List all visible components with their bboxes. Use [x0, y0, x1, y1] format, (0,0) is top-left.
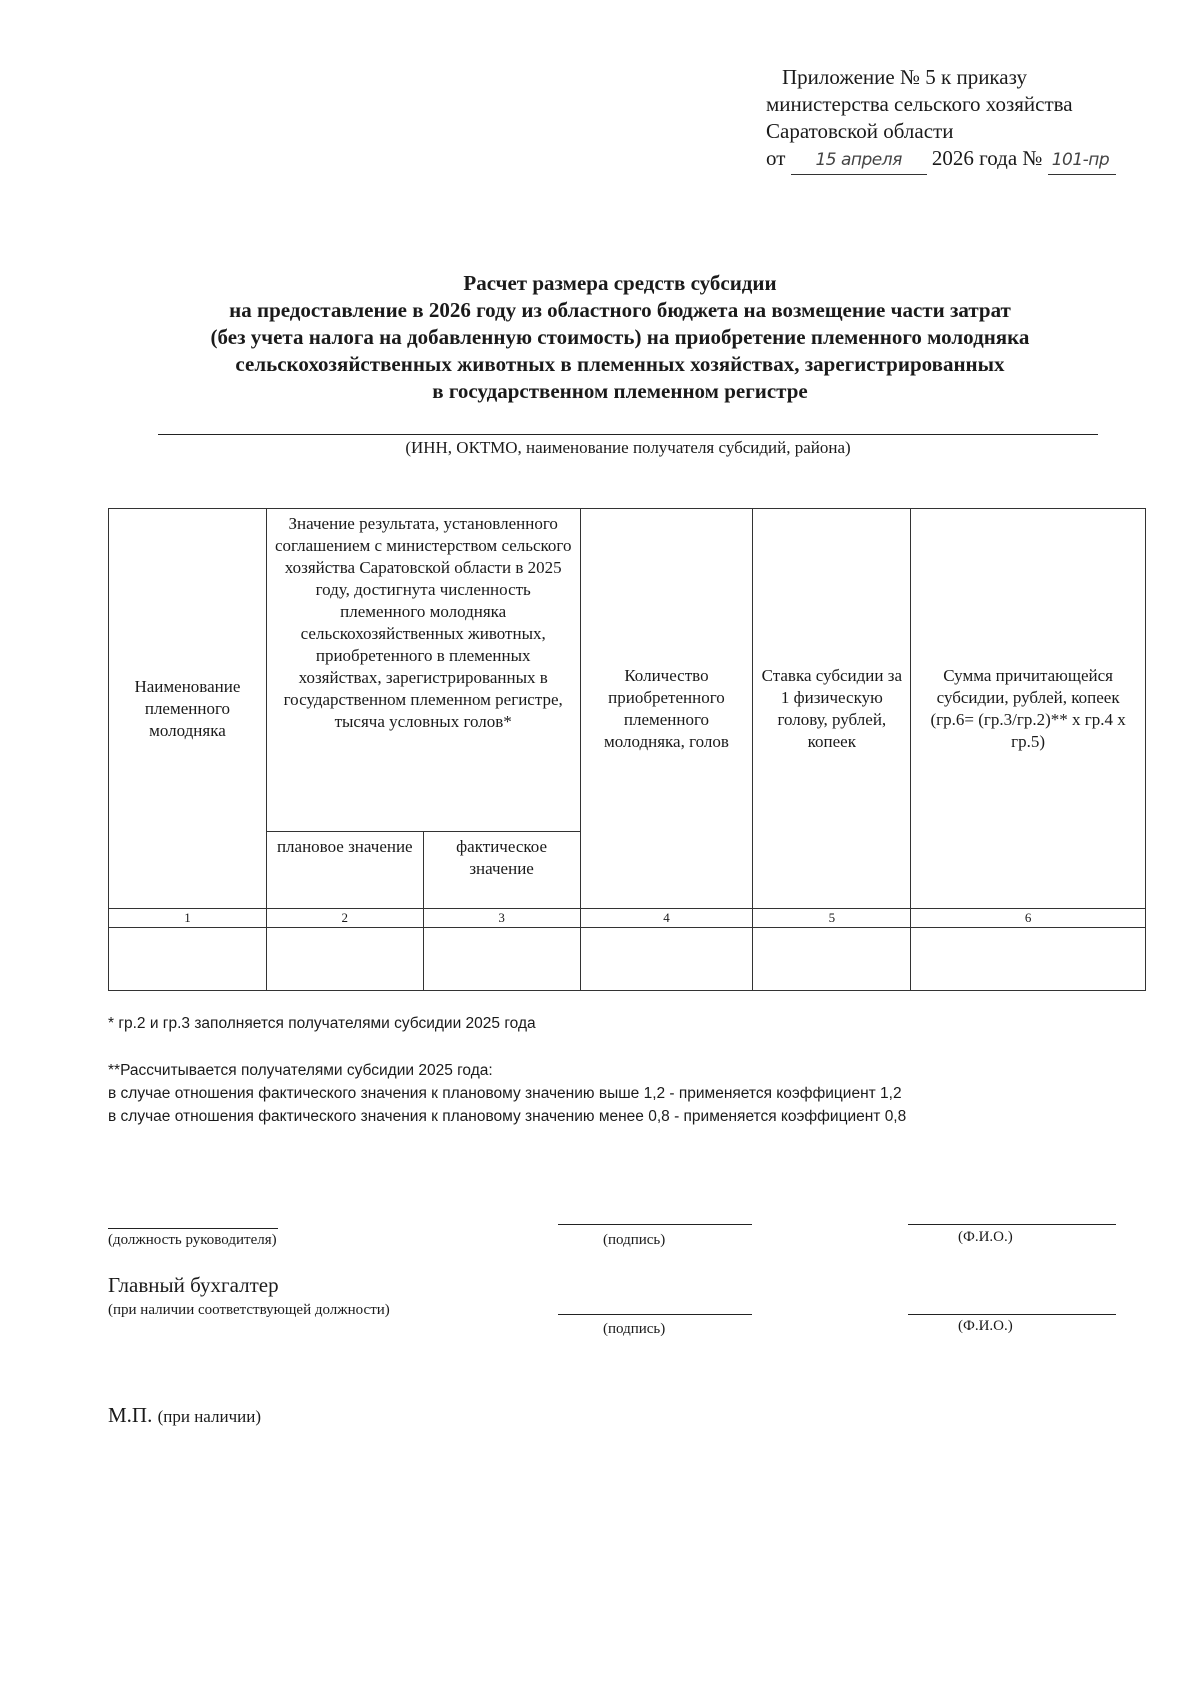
seal-label: М.П.: [108, 1403, 153, 1427]
data-cell[interactable]: [580, 928, 753, 991]
header-rate: Ставка субсидии за 1 физическую голову, рублей, копеек: [753, 509, 911, 909]
position-line: [108, 1228, 278, 1229]
recipient-fill-line: [158, 434, 1098, 435]
data-cell[interactable]: [266, 928, 423, 991]
recipient-caption: (ИНН, ОКТМО, наименование получателя субсидий, района): [405, 438, 851, 457]
appendix-line-2: министерства сельского хозяйства: [766, 92, 1073, 116]
footnote-3: в случае отношения фактического значения к плановому значению выше 1,2 - применяется коэффициент 1,2: [108, 1085, 902, 1102]
footnote-1: * гр.2 и гр.3 заполняется получателями субсидии 2025 года: [108, 1015, 536, 1032]
column-number: 2: [266, 909, 423, 928]
data-cell[interactable]: [753, 928, 911, 991]
appendix-line-3: Саратовской области: [766, 119, 954, 143]
column-number: 6: [911, 909, 1146, 928]
title-line-1: Расчет размера средств субсидии: [463, 271, 777, 295]
document-title: [110, 270, 1130, 405]
column-number: 4: [580, 909, 753, 928]
subsidy-table: [108, 508, 1146, 991]
handwritten-order-number: 101-пр: [1048, 147, 1116, 175]
signature-line: [558, 1224, 752, 1225]
data-cell[interactable]: [911, 928, 1146, 991]
chief-accountant-label: Главный бухгалтер: [108, 1273, 279, 1297]
seal-note: (при наличии): [157, 1407, 261, 1426]
footnote-2: **Рассчитывается получателями субсидии 2025 года:: [108, 1062, 493, 1079]
appendix-header: [766, 64, 1186, 175]
head-position-label: (должность руководителя): [108, 1232, 277, 1248]
data-cell[interactable]: [423, 928, 580, 991]
title-line-2: на предоставление в 2026 году из областного бюджета на возмещение части затрат: [229, 298, 1011, 322]
header-row: [109, 509, 1146, 832]
header-actual: фактическое значение: [423, 832, 580, 909]
footnote-4: в случае отношения фактического значения к плановому значению менее 0,8 - применяется коэффициент 0,8: [108, 1108, 907, 1125]
header-planned: плановое значение: [266, 832, 423, 909]
appendix-year-number-label: 2026 года №: [931, 146, 1043, 170]
data-cell[interactable]: [109, 928, 267, 991]
appendix-line-1: Приложение № 5 к приказу: [782, 65, 1027, 89]
title-line-5: в государственном племенном регистре: [432, 379, 808, 403]
position-note: (при наличии соответствующей должности): [108, 1302, 390, 1318]
column-number: 1: [109, 909, 267, 928]
title-line-3: (без учета налога на добавленную стоимость) на приобретение племенного молодняка: [210, 325, 1030, 349]
fio-label: (Ф.И.О.): [958, 1318, 1013, 1334]
appendix-date-prefix: от: [766, 146, 786, 170]
appendix-line-4: [766, 145, 1186, 175]
header-result-value: Значение результата, установленного соглашением с министерством сельского хозяйства Саратовской области в 2025 году, достигнута численность племенного молодняка сельскохозяйственных животных, приобретенного в племенных хозяйствах, зарегистрированных в государственном племенном регистре, тысяча условных голов*: [266, 509, 580, 832]
seal-block: [108, 1403, 261, 1428]
handwritten-date: 15 апреля: [791, 147, 927, 175]
title-line-4: сельскохозяйственных животных в племенных хозяйствах, зарегистрированных: [235, 352, 1005, 376]
fio-line: [908, 1314, 1116, 1315]
footnotes: [108, 1012, 1168, 1128]
column-number: 3: [423, 909, 580, 928]
header-quantity: Количество приобретенного племенного молодняка, голов: [580, 509, 753, 909]
header-sum: Сумма причитающейся субсидии, рублей, копеек (гр.6= (гр.3/гр.2)** x гр.4 x гр.5): [911, 509, 1146, 909]
column-number-row: [109, 909, 1146, 928]
column-number: 5: [753, 909, 911, 928]
header-plant-name: Наименование племенного молодняка: [109, 509, 267, 909]
fio-label: (Ф.И.О.): [958, 1229, 1013, 1245]
signature-line: [558, 1314, 752, 1315]
fio-line: [908, 1224, 1116, 1225]
data-row: [109, 928, 1146, 991]
signature-label: (подпись): [603, 1321, 666, 1337]
signature-label: (подпись): [603, 1232, 666, 1248]
